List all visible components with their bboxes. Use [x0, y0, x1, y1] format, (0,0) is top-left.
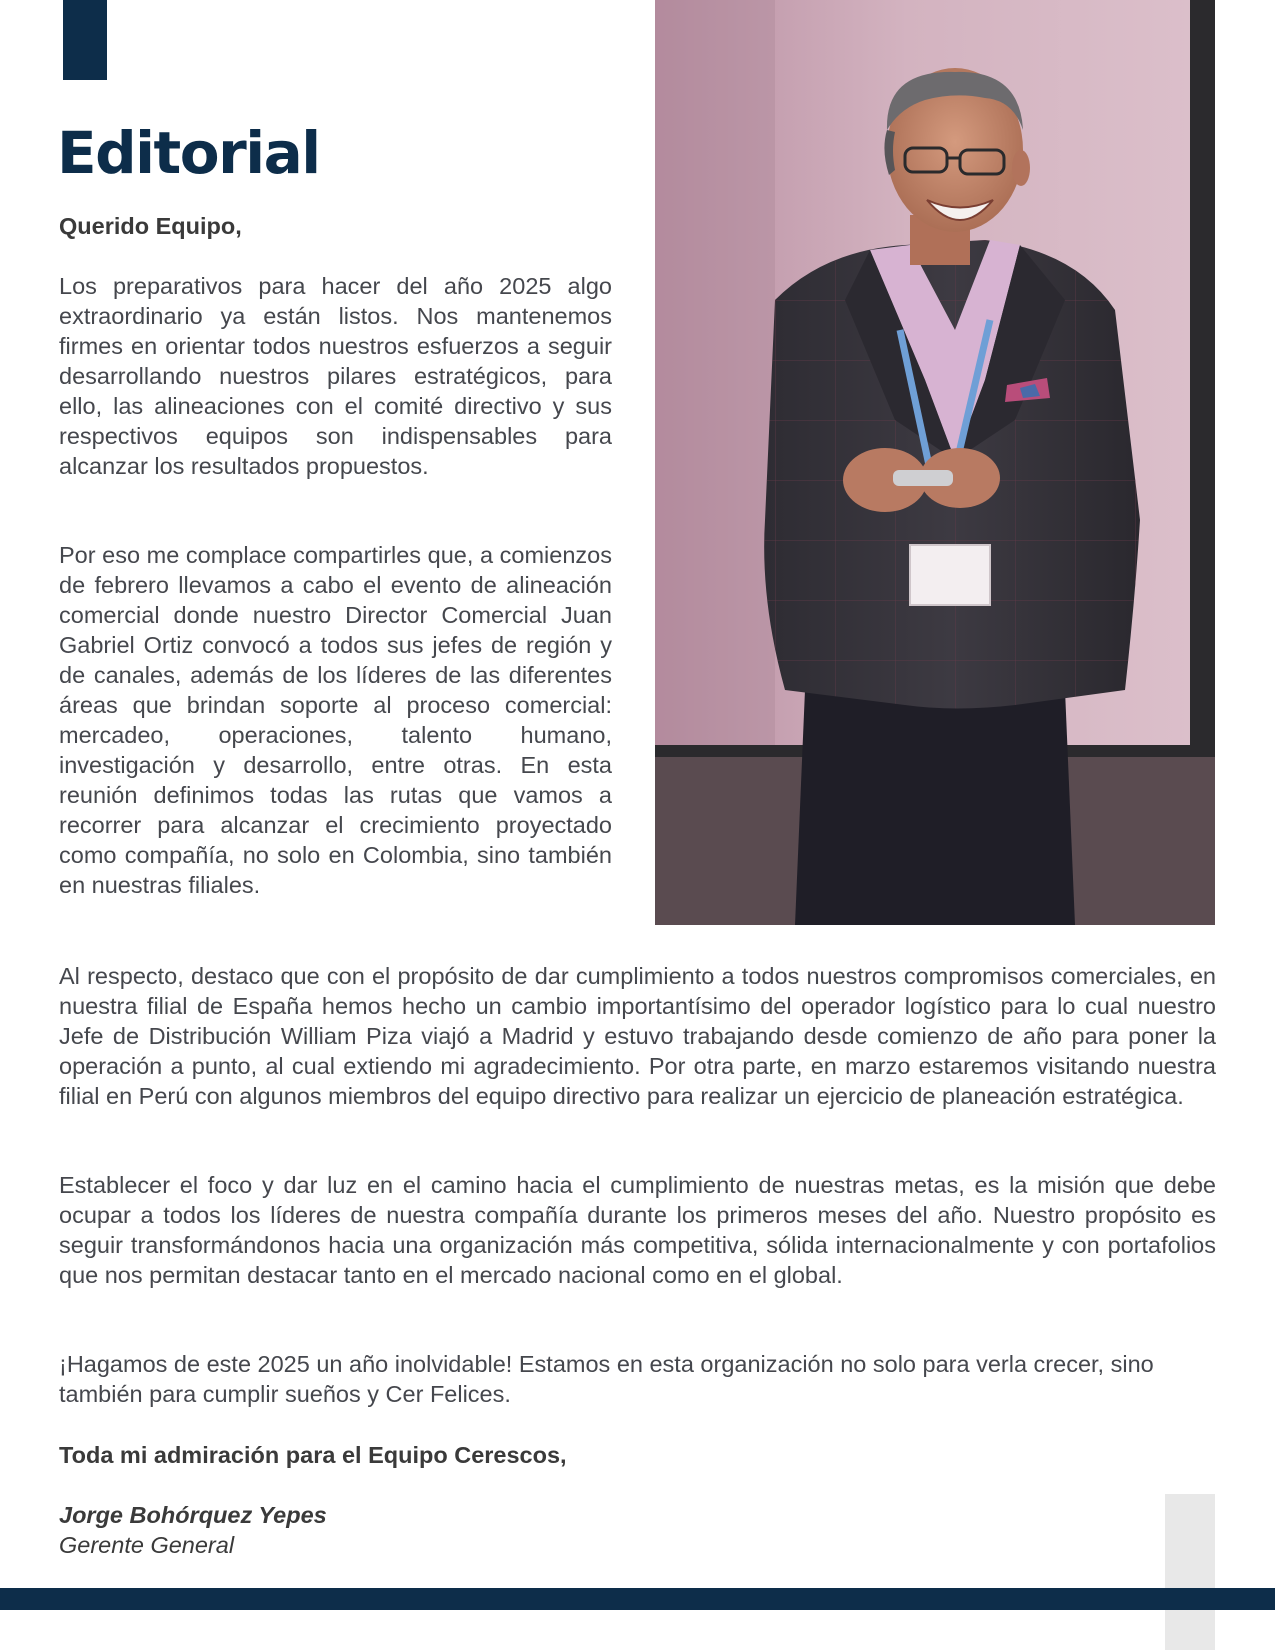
paragraph-4: Establecer el foco y dar luz en el camino hacia el cumplimiento de nuestras metas, es la misión que debe ocupar a todos los líderes de nuestra compañía durante los primeros meses del año. Nuestro propósito es seguir transformándonos hacia una organización más competitiva, sólida internacionalmente y con portafolios que nos permitan destacar tanto en el mercado nacional como en el global.: [59, 1172, 1216, 1288]
page-number-tab: [1165, 1494, 1215, 1650]
page-title: Editorial: [57, 119, 320, 187]
closing-line: Toda mi admiración para el Equipo Cerescos,: [59, 1442, 567, 1468]
salutation: Querido Equipo,: [59, 213, 242, 239]
executive-portrait-photo: [655, 0, 1215, 925]
paragraph-1: Los preparativos para hacer del año 2025 algo extraordinario ya están listos. Nos mantenemos firmes en orientar todos nuestros esfuerzos a seguir desarrollando nuestros pilares estratégicos, para ello, las alineaciones con el comité directivo y sus respectivos equipos son indispensables para alcanzar los resultados propuestos.: [59, 273, 612, 479]
signature-name: Jorge Bohórquez Yepes: [59, 1502, 327, 1528]
signature-role: Gerente General: [59, 1532, 235, 1558]
paragraph-5: ¡Hagamos de este 2025 un año inolvidable! Estamos en esta organización no solo para verla crecer, sino también para cumplir sueños y Cer Felices.: [59, 1351, 1154, 1407]
paragraph-3: Al respecto, destaco que con el propósito de dar cumplimiento a todos nuestros compromisos comerciales, en nuestra filial de España hemos hecho un cambio importantísimo del operador logístico para lo cual nuestro Jefe de Distribución William Piza viajó a Madrid y estuvo trabajando desde comienzo de año para poner la operación a punto, al cual extiendo mi agradecimiento. Por otra parte, en marzo estaremos visitando nuestra filial en Perú con algunos miembros del equipo directivo para realizar un ejercicio de planeación estratégica.: [59, 963, 1216, 1109]
footer-bar: [0, 1588, 1275, 1610]
top-accent-bar: [63, 0, 107, 80]
paragraph-2: Por eso me complace compartirles que, a comienzos de febrero llevamos a cabo el evento de alineación comercial donde nuestro Director Comercial Juan Gabriel Ortiz convocó a todos sus jefes de región y de canales, además de los líderes de las diferentes áreas que brindan soporte al proceso comercial: mercadeo, operaciones, talento humano, investigación y desarrollo, entre otras. En esta reunión definimos todas las rutas que vamos a recorrer para alcanzar el crecimiento proyectado como compañía, no solo en Colombia, sino también en nuestras filiales.: [59, 542, 612, 898]
